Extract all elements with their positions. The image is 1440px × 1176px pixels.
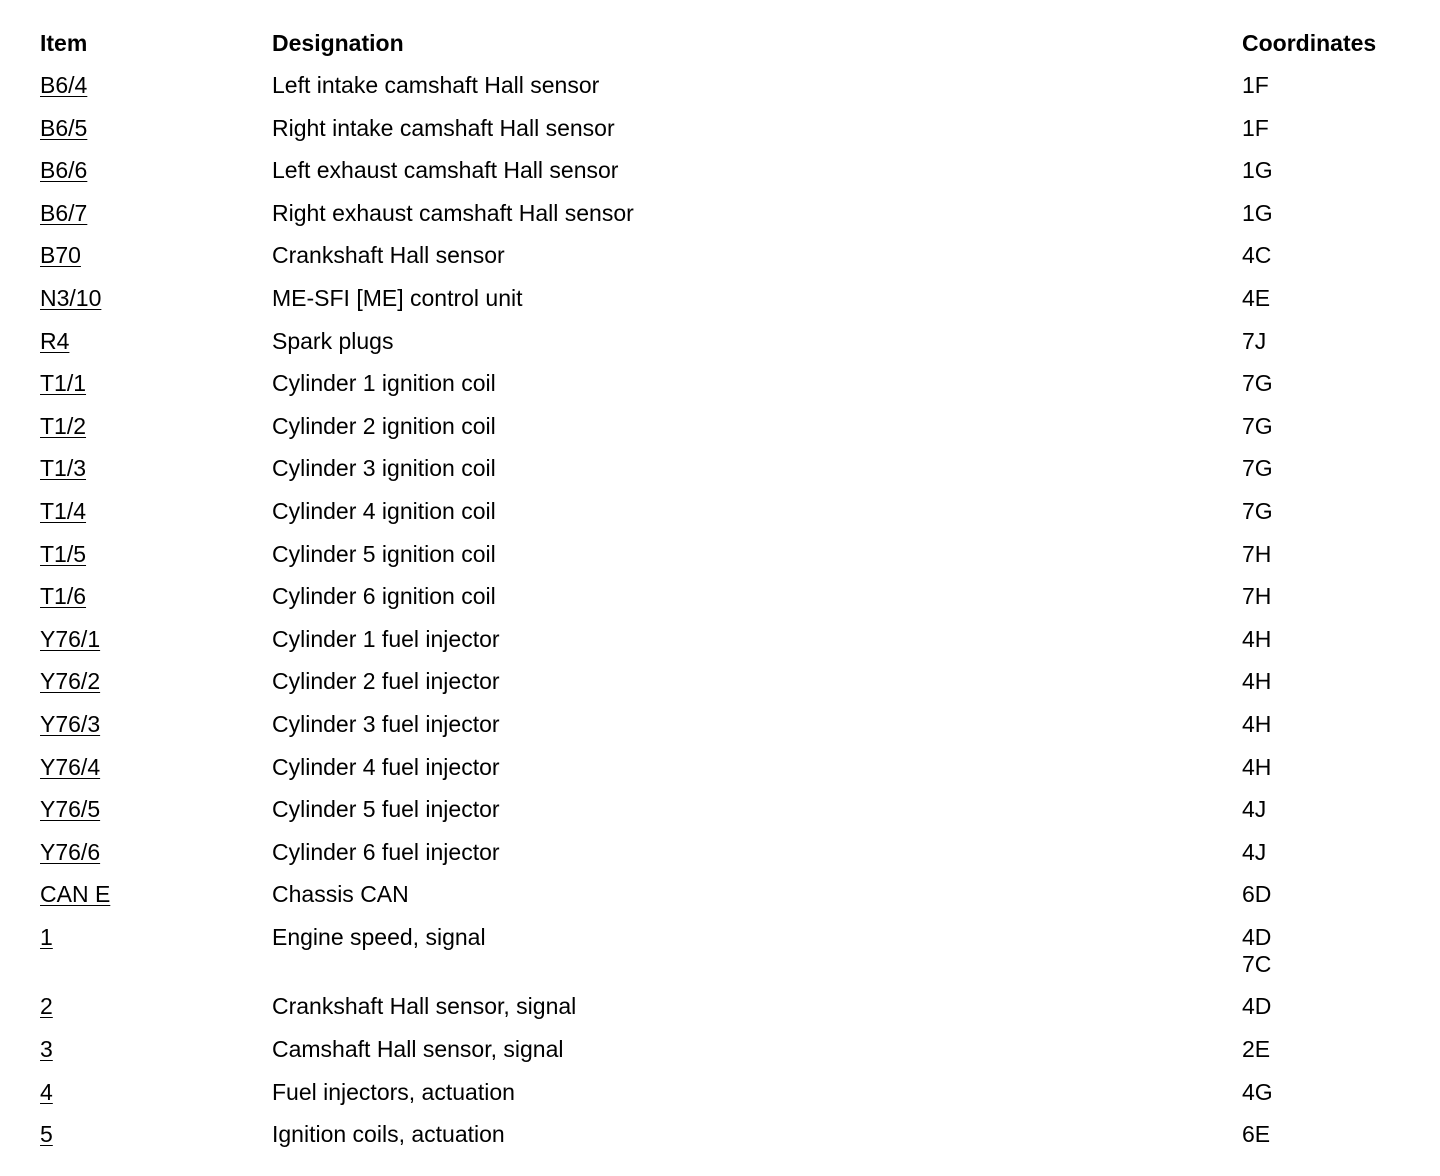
coordinates-cell: 4H (1242, 753, 1272, 780)
coordinates-cell: 2E (1242, 1036, 1271, 1063)
item-link[interactable]: B6/6 (40, 157, 88, 184)
coordinates-cell: 7G (1242, 370, 1273, 397)
item-cell (40, 993, 272, 1020)
coordinates-cell: 4D 7C (1242, 923, 1272, 977)
designation-cell: Fuel injectors, actuation (272, 1078, 515, 1105)
designation-cell: Spark plugs (272, 327, 394, 354)
item-cell (40, 924, 272, 951)
item-link[interactable]: 1 (40, 923, 53, 950)
designation-cell: Cylinder 3 ignition coil (272, 455, 496, 482)
designation-cell: Crankshaft Hall sensor, signal (272, 993, 577, 1020)
item-link[interactable]: B70 (40, 242, 81, 269)
legend-table (40, 30, 1420, 1164)
table-row (40, 839, 1420, 866)
item-link[interactable]: B6/4 (40, 72, 88, 98)
table-row (40, 1121, 1420, 1148)
item-cell (40, 328, 272, 355)
table-header (40, 30, 1420, 57)
item-cell (40, 1079, 272, 1106)
table-row (40, 711, 1420, 738)
item-cell (40, 242, 272, 269)
item-cell (40, 157, 272, 184)
item-cell (40, 413, 272, 440)
coordinates-cell: 4H (1242, 668, 1272, 695)
designation-cell: Cylinder 6 ignition coil (272, 583, 496, 610)
designation-cell: Camshaft Hall sensor, signal (272, 1036, 564, 1063)
table-row (40, 626, 1420, 653)
item-link[interactable]: Y76/4 (40, 753, 101, 780)
item-cell (40, 455, 272, 482)
designation-cell: Cylinder 3 fuel injector (272, 710, 500, 737)
designation-cell: Crankshaft Hall sensor (272, 242, 505, 269)
item-link[interactable]: T1/5 (40, 540, 87, 567)
table-row (40, 370, 1420, 397)
item-link[interactable]: T1/1 (40, 370, 87, 397)
item-link[interactable]: T1/3 (40, 455, 87, 482)
designation-cell: Left intake camshaft Hall sensor (272, 72, 600, 98)
item-cell (40, 839, 272, 866)
coordinates-cell: 7G (1242, 412, 1273, 439)
designation-cell: Ignition coils, actuation (272, 1121, 505, 1148)
designation-cell: Cylinder 2 ignition coil (272, 412, 496, 439)
item-link[interactable]: N3/10 (40, 284, 102, 311)
item-link[interactable]: 3 (40, 1036, 53, 1063)
item-link[interactable]: Y76/2 (40, 668, 101, 695)
table-row (40, 796, 1420, 823)
item-link[interactable]: T1/2 (40, 412, 87, 439)
item-cell (40, 1036, 272, 1063)
item-link[interactable]: B6/5 (40, 114, 88, 141)
table-row (40, 924, 1420, 978)
table-row (40, 541, 1420, 568)
table-row (40, 413, 1420, 440)
item-cell (40, 796, 272, 823)
designation-cell: ME-SFI [ME] control unit (272, 284, 523, 311)
item-cell (40, 881, 272, 908)
table-row (40, 115, 1420, 142)
designation-cell: Cylinder 4 ignition coil (272, 497, 496, 524)
coordinates-cell: 4J (1242, 796, 1267, 823)
item-link[interactable]: 2 (40, 993, 53, 1020)
designation-cell: Right intake camshaft Hall sensor (272, 114, 615, 141)
column-header-item: Item (40, 30, 88, 56)
table-row (40, 881, 1420, 908)
table-row (40, 1036, 1420, 1063)
item-link[interactable]: Y76/3 (40, 710, 101, 737)
item-link[interactable]: B6/7 (40, 199, 88, 226)
table-row (40, 242, 1420, 269)
designation-cell: Cylinder 6 fuel injector (272, 838, 500, 865)
item-cell (40, 200, 272, 227)
item-link[interactable]: T1/4 (40, 497, 87, 524)
table-row (40, 72, 1420, 99)
table-row (40, 1079, 1420, 1106)
item-cell (40, 72, 272, 99)
coordinates-cell: 7G (1242, 497, 1273, 524)
item-cell (40, 115, 272, 142)
coordinates-cell: 1G (1242, 157, 1273, 184)
table-row (40, 157, 1420, 184)
item-link[interactable]: T1/6 (40, 583, 87, 610)
item-cell (40, 711, 272, 738)
column-header-coordinates: Coordinates (1242, 30, 1377, 56)
coordinates-cell: 4C (1242, 242, 1272, 269)
item-link[interactable]: Y76/1 (40, 625, 101, 652)
item-link[interactable]: R4 (40, 327, 70, 354)
designation-cell: Cylinder 5 ignition coil (272, 540, 496, 567)
table-row (40, 583, 1420, 610)
table-row (40, 285, 1420, 312)
coordinates-cell: 4G (1242, 1078, 1273, 1105)
table-row (40, 668, 1420, 695)
item-link[interactable]: CAN E (40, 881, 111, 908)
coordinates-cell: 1F (1242, 114, 1269, 141)
table-row (40, 754, 1420, 781)
coordinates-cell: 7J (1242, 327, 1267, 354)
designation-cell: Right exhaust camshaft Hall sensor (272, 199, 634, 226)
table-row (40, 498, 1420, 525)
item-cell (40, 668, 272, 695)
table-row (40, 200, 1420, 227)
designation-cell: Cylinder 5 fuel injector (272, 796, 500, 823)
coordinates-cell: 6E (1242, 1121, 1271, 1148)
item-link[interactable]: 4 (40, 1078, 53, 1105)
coordinates-cell: 4E (1242, 284, 1271, 311)
table-row (40, 455, 1420, 482)
item-link[interactable]: 5 (40, 1121, 53, 1148)
item-cell (40, 541, 272, 568)
item-cell (40, 754, 272, 781)
table-row (40, 993, 1420, 1020)
column-header-designation: Designation (272, 30, 404, 56)
coordinates-cell: 7H (1242, 583, 1272, 610)
item-cell (40, 583, 272, 610)
table-body (40, 72, 1420, 1148)
item-cell (40, 1121, 272, 1148)
designation-cell: Cylinder 1 ignition coil (272, 370, 496, 397)
coordinates-cell: 4J (1242, 838, 1267, 865)
coordinates-cell: 1G (1242, 199, 1273, 226)
item-link[interactable]: Y76/5 (40, 796, 101, 823)
coordinates-cell: 1F (1242, 72, 1269, 98)
item-cell (40, 498, 272, 525)
coordinates-cell: 4H (1242, 625, 1272, 652)
designation-cell: Cylinder 1 fuel injector (272, 625, 500, 652)
coordinates-cell: 6D (1242, 881, 1272, 908)
coordinates-cell: 7G (1242, 455, 1273, 482)
designation-cell: Cylinder 2 fuel injector (272, 668, 500, 695)
coordinates-cell: 7H (1242, 540, 1272, 567)
designation-cell: Cylinder 4 fuel injector (272, 753, 500, 780)
designation-cell: Engine speed, signal (272, 923, 486, 950)
designation-cell: Chassis CAN (272, 881, 409, 908)
item-cell (40, 285, 272, 312)
coordinates-cell: 4D (1242, 993, 1272, 1020)
table-row (40, 328, 1420, 355)
item-cell (40, 370, 272, 397)
designation-cell: Left exhaust camshaft Hall sensor (272, 157, 619, 184)
coordinates-cell: 4H (1242, 710, 1272, 737)
item-cell (40, 626, 272, 653)
item-link[interactable]: Y76/6 (40, 838, 101, 865)
